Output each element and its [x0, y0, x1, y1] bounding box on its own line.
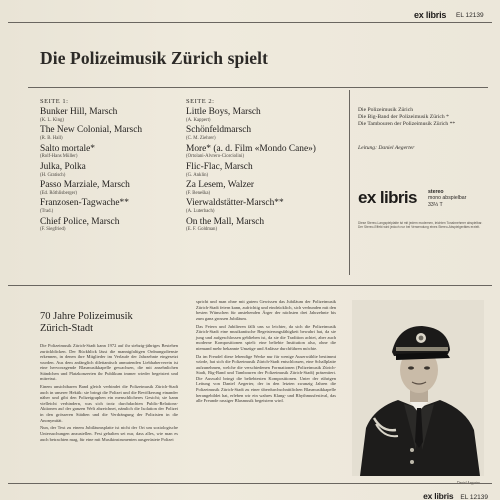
track-item: [186, 218, 316, 233]
side-2-tracklist: [186, 108, 316, 236]
performers-list: [358, 107, 486, 129]
essay-title-line-1: 70 Jahre Polizeimusik: [40, 311, 133, 322]
track-title: Franzosen-Tagwache**: [40, 198, 129, 209]
track-item: [40, 218, 142, 233]
section-rule: [8, 285, 492, 286]
track-item: [40, 199, 142, 214]
track-composer: (Ortolani-Alvrero-Ciorciolini): [186, 154, 245, 160]
format-info: [428, 189, 466, 208]
track-item: [40, 163, 142, 178]
track-composer: (F. Siegfried): [40, 227, 66, 233]
track-composer: (C. M. Ziehrer): [186, 136, 216, 142]
track-item: [40, 181, 142, 196]
essay-paragraph: Nun, der Text zu einem Jubiläumsplatte ist nicht der Ort um soziologische Untersuchungen anzustellen. Fest gehalten sei nur, dass alles, wie man es auch betrachten mag, für eine mit Musikinstrumenten ausgerüstete Polizei: [40, 425, 178, 442]
track-composer: (A. Luterbach): [186, 209, 215, 215]
essay-column-1: [40, 343, 178, 444]
track-composer: (G. Anklin): [186, 172, 209, 178]
essay-column-2: [196, 299, 336, 406]
header-rule: [8, 22, 492, 23]
footer-brand-block: [423, 486, 488, 500]
track-title: More* (a. d. Film «Mondo Cane»): [186, 143, 316, 154]
track-item: [186, 145, 316, 160]
track-title: Passo Marziale, Marsch: [40, 180, 130, 191]
header-brand-logo: ex libris: [414, 10, 447, 20]
essay-title-line-2: Zürich-Stadt: [40, 322, 94, 334]
essay-paragraph: Einem unsichtbaren Band gleich verbindet die Polizeimusik Zürich-Stadt auch in unserer Hektik: sie bringt die Polizei und die Bevölkerung einander näher und gibt den Polizeigraphen ein menschlicheres Gesicht; sie kann vielleicht verhindern, was sich trotz durchdachten Public-Relations-Aktionen auf der ganzen Welt abzeichnet, nämlich die Isolation der Polizei in den grösseren Städten und die Verdrängung der Polizisten in die Anonymität.: [40, 384, 178, 423]
side-2-label: SEITE 2:: [186, 98, 215, 105]
title-rule: [28, 87, 488, 88]
essay-paragraph: Die Polizeimusik Zürich-Stadt kann 1972 auf ihr siebzig-jähriges Bestehen zurückblicken. Der Rückblick lässt die mannigfaltigen Ordnungsdienste erkennen, in denen ihre Mitglieder im Verlaufe der Jahrzehnte eingesetzt wurden. Aus dem anfänglich dilettantisch anmutenden Liebhaberverein ist eine hervorragende Blasmusikkapelle gewachsen, die mit ansehnlichen Ständchen und Platzkonzerten ihr Publikum immer wieder begeistert und mitreisst.: [40, 343, 178, 382]
track-item: [40, 108, 142, 123]
track-title: On the Mall, Marsch: [186, 216, 265, 227]
performer-line: Die Polizeimusik Zürich: [358, 107, 413, 113]
format-stereo: stereo: [428, 189, 444, 195]
performer-line: Die Big-Band der Polizeimusik Zürich *: [358, 114, 449, 121]
track-title: The New Colonial, Marsch: [40, 125, 143, 136]
footer-brand-logo: ex libris: [423, 491, 454, 500]
track-item: [186, 126, 316, 141]
track-composer: (K. L. King): [40, 117, 64, 123]
track-title: Julka, Polka: [40, 161, 86, 172]
footer-rule: [8, 483, 492, 484]
conductor-photo: [352, 300, 484, 476]
track-composer: (F. Beneška): [186, 190, 211, 196]
track-item: [186, 163, 316, 178]
track-title: Bunker Hill, Marsch: [40, 107, 118, 117]
essay-title: [40, 311, 133, 334]
track-title: Vierwaldstätter-Marsch**: [186, 198, 284, 209]
track-title: Flic-Flac, Marsch: [186, 161, 253, 172]
track-composer: (H. Gratisch): [40, 172, 66, 178]
side-1-label: SEITE 1:: [40, 98, 69, 105]
track-composer: (Trad.): [40, 209, 54, 215]
column-divider: [349, 90, 350, 275]
footer-catalog-number: EL 12139: [460, 494, 488, 500]
playback-fine-print: Diese Stereo-Langspielplatte ist mit jedem modernen, leichten Tonabnehmer abspielbar. Der Stereo-Effekt wird jedoch nur bei Verwendung eines Stereo-Abspielgerätes erzielt.: [358, 221, 483, 230]
track-item: [186, 181, 316, 196]
track-item: [186, 199, 316, 214]
conductor-portrait-illustration: [352, 300, 484, 476]
track-composer: (E. F. Goldman): [186, 227, 218, 233]
ex-libris-logo: ex libris: [358, 188, 417, 207]
essay-paragraph: Da im Freudel diese lebendige Werke nur für wenige Auserwählte bestimmt würde, hat sich die Polizeimusik Zürich-Stadt entschlossen, eine Schallplatte aufzunehmen, welche die verschiedenen Formationen (Polizeimusik Zürich-Stadt, Big-Band und Tambouren der Polizeimusik Zürich-Stadt) präsentiert. Die Auswahl bringt die beliebtesten Kompositionen. Unter der rührigen Leitung von Daniel Aegerter, der in den letzten zwanzig Jahren die Polizeimusik Zürich-Stadt zu einer überdurchschnittlichen Blasmusikkapelle herangebildet hat, erleben wir ein wahres Klang- und Rhythmusfestival, das alle Freunde rassiger Blasmusik begeistern wird.: [196, 353, 336, 404]
track-title: Little Boys, Marsch: [186, 107, 261, 117]
essay-paragraph: spricht und man ohne mit gutem Gewissen das Jubiläum der Polizeimusik Zürich-Stadt feiern kann, aufrichtig und eindrücklich, sich verbunden mit den besten Wünschen für anstehenden Ärger der nächsten drei Jahrzehnte bis zum ganz grossen Jubiläum.: [196, 299, 336, 321]
track-item: [40, 126, 142, 141]
side-1-tracklist: [40, 108, 142, 236]
track-title: Schönfeldmarsch: [186, 125, 252, 136]
conductor-credit: Leitung: Daniel Aegerter: [358, 145, 415, 151]
track-composer: (R. B. Hall): [40, 136, 63, 142]
track-item: [186, 108, 316, 123]
track-title: Salto mortale*: [40, 143, 95, 154]
track-title: Za Lesem, Walzer: [186, 180, 255, 191]
track-composer: (Rolf-Hans Müller): [40, 154, 78, 160]
album-title: Die Polizeimusik Zürich spielt: [40, 48, 269, 68]
format-mono-compat: mono abspielbar: [428, 195, 467, 202]
label-logo-block: [358, 188, 484, 218]
track-composer: (A. Kappert): [186, 117, 211, 123]
header-catalog-number: EL 12139: [456, 12, 484, 19]
track-title: Chief Police, Marsch: [40, 216, 120, 227]
track-composer: (Ed. Röthlisberger): [40, 190, 77, 196]
essay-paragraph: Das Feiern und Jubilieren fällt uns so leichter, da sich die Polizeimusik Zürich-Stadt eine musikantische Begeisterungsfähigkeit bewahrt hat, da sie jung und aufgeschlossen geblieben ist, da sie die Tradition achtet, aber auch moderne Kompositionen spielt: eine beliebte Institution also, ohne die niemand mehr bekannte Umzüge und Anlässe durchführen möchte.: [196, 323, 336, 351]
performer-line: Die Tambouren der Polizeimusik Zürich **: [358, 121, 456, 128]
track-item: [40, 145, 142, 160]
format-speed: 33⅓ T: [428, 201, 443, 208]
